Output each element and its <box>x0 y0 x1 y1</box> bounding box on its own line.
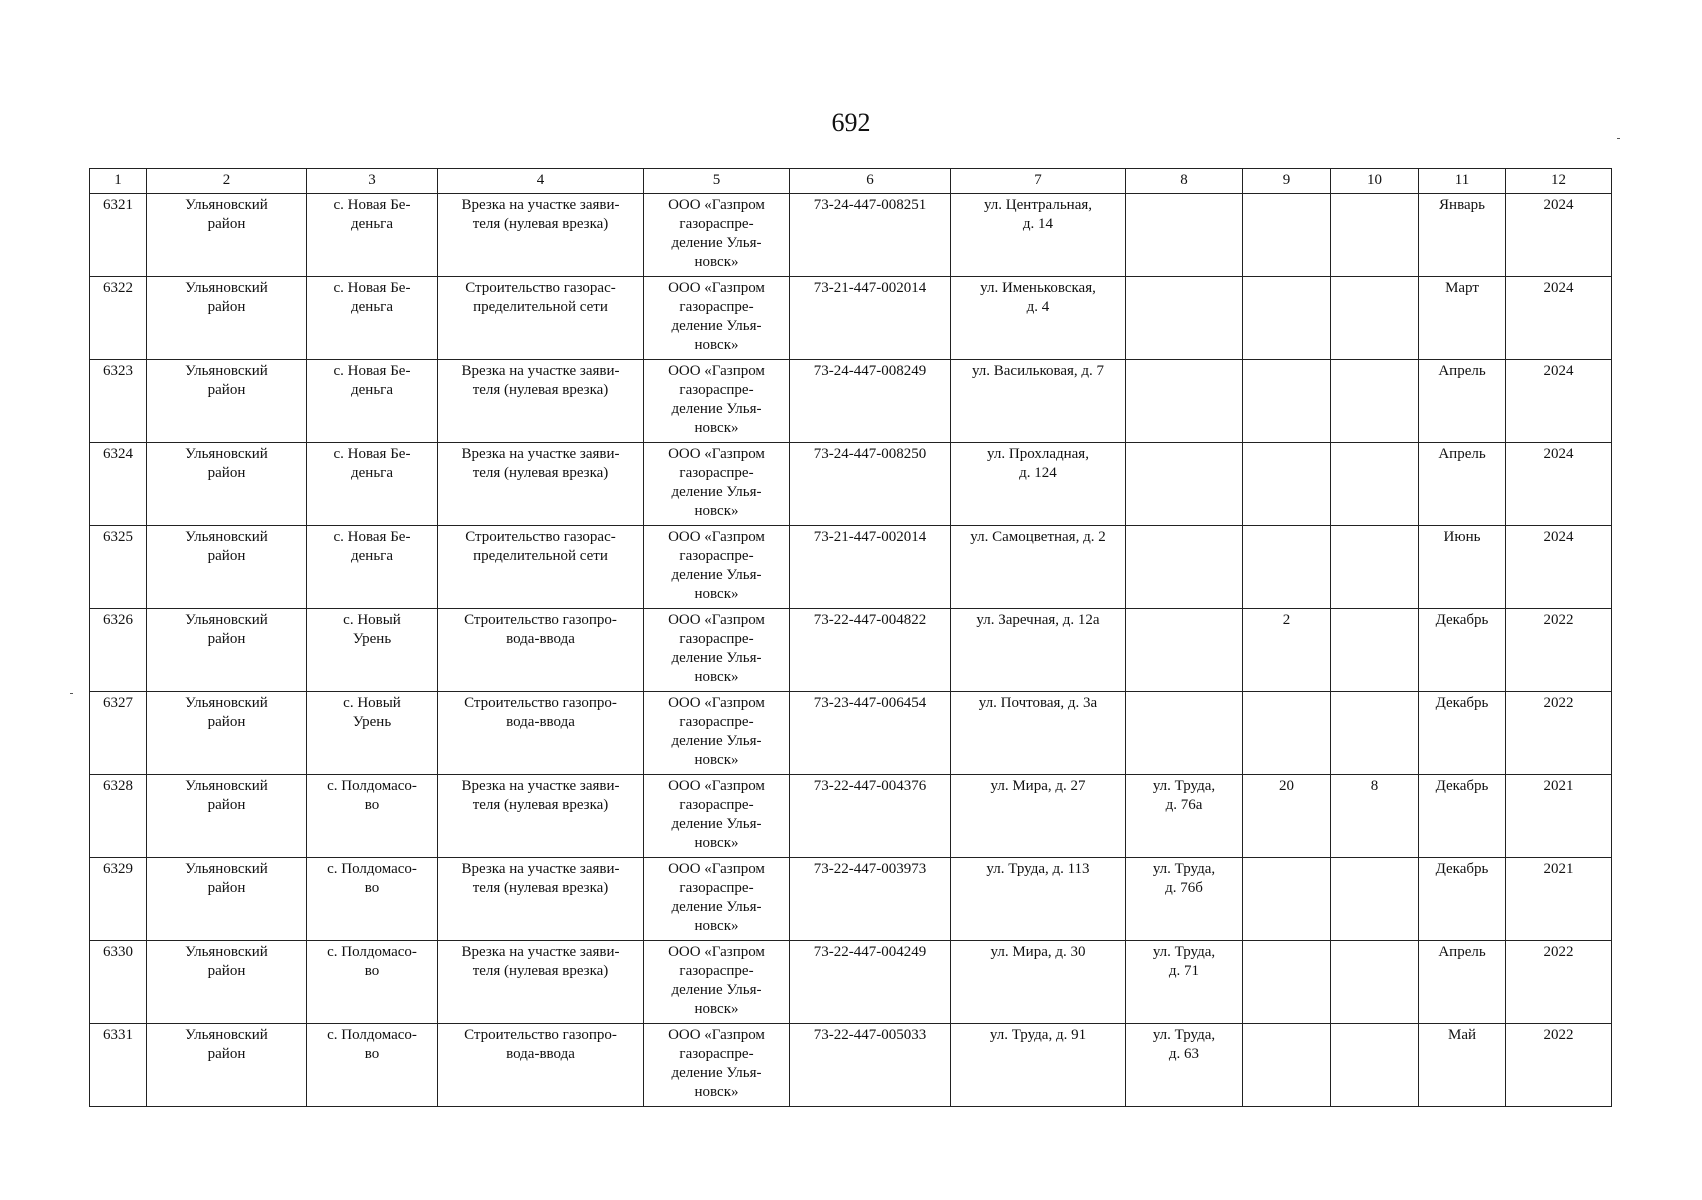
cell-district <box>147 194 307 277</box>
cell-object-code <box>790 692 951 775</box>
cell-text: Врезка на участке заяви- теля (нулевая врезка) <box>461 944 620 979</box>
cell-text: Врезка на участке заяви- теля (нулевая врезка) <box>461 197 620 232</box>
cell-text: ул. Труда, д. 63 <box>1152 1027 1216 1062</box>
cell-text: ООО «Газпром газораспре- деление Улья- новск» <box>668 446 765 519</box>
cell-text: ул. Самоцветная, д. 2 <box>970 529 1106 545</box>
cell-district <box>147 692 307 775</box>
cell-value-9 <box>1243 360 1331 443</box>
column-header: 6 <box>790 169 951 194</box>
cell-work-type <box>438 1024 644 1107</box>
cell-text: с. Новый Урень <box>343 612 401 647</box>
cell-organization <box>644 609 790 692</box>
cell-month <box>1419 360 1506 443</box>
cell-district <box>147 858 307 941</box>
cell-value-10 <box>1331 941 1419 1024</box>
cell-value-9 <box>1243 1024 1331 1107</box>
cell-text: Врезка на участке заяви- теля (нулевая врезка) <box>461 861 620 896</box>
cell-text: с. Полдомасо- во <box>327 1027 417 1062</box>
cell-text: ул. Труда, д. 91 <box>989 1027 1087 1043</box>
cell-text: с. Полдомасо- во <box>327 861 417 896</box>
cell-value-10 <box>1331 692 1419 775</box>
cell-address <box>951 858 1126 941</box>
cell-address <box>951 941 1126 1024</box>
cell-organization <box>644 194 790 277</box>
cell-text: 2 <box>1282 612 1291 628</box>
cell-text: ООО «Газпром газораспре- деление Улья- новск» <box>668 695 765 768</box>
header-row <box>90 169 1612 194</box>
cell-text: 2024 <box>1543 446 1574 462</box>
cell-row-number <box>90 941 147 1024</box>
cell-value-10 <box>1331 609 1419 692</box>
cell-month <box>1419 692 1506 775</box>
cell-year <box>1506 941 1612 1024</box>
cell-text: Март <box>1445 280 1479 296</box>
cell-alt-address <box>1126 941 1243 1024</box>
cell-address <box>951 526 1126 609</box>
cell-text: 73-21-447-002014 <box>813 529 927 545</box>
cell-settlement <box>307 1024 438 1107</box>
table-row <box>90 775 1612 858</box>
cell-text: ул. Мира, д. 27 <box>990 778 1086 794</box>
cell-object-code <box>790 194 951 277</box>
cell-text: 2024 <box>1543 197 1574 213</box>
cell-text: Ульяновский район <box>185 529 268 564</box>
cell-alt-address <box>1126 277 1243 360</box>
cell-text: ул. Труда, д. 113 <box>986 861 1090 877</box>
table-body <box>90 194 1612 1107</box>
cell-alt-address <box>1126 1024 1243 1107</box>
cell-text: 73-23-447-006454 <box>813 695 927 711</box>
cell-text: Январь <box>1439 197 1485 213</box>
cell-settlement <box>307 858 438 941</box>
cell-organization <box>644 692 790 775</box>
cell-organization <box>644 277 790 360</box>
cell-text: Декабрь <box>1435 612 1489 628</box>
table-row <box>90 609 1612 692</box>
data-table <box>89 168 1612 1107</box>
cell-text: 73-22-447-004376 <box>813 778 927 794</box>
column-header: 3 <box>307 169 438 194</box>
cell-text: ООО «Газпром газораспре- деление Улья- новск» <box>668 363 765 436</box>
cell-value-10 <box>1331 526 1419 609</box>
cell-row-number <box>90 360 147 443</box>
cell-year <box>1506 1024 1612 1107</box>
cell-district <box>147 443 307 526</box>
cell-text: 2024 <box>1543 280 1574 296</box>
cell-address <box>951 360 1126 443</box>
cell-organization <box>644 858 790 941</box>
cell-settlement <box>307 526 438 609</box>
cell-text: Строительство газопро- вода-ввода <box>464 1027 617 1062</box>
table-row <box>90 443 1612 526</box>
cell-text: Ульяновский район <box>185 778 268 813</box>
cell-text: ООО «Газпром газораспре- деление Улья- новск» <box>668 778 765 851</box>
cell-alt-address <box>1126 858 1243 941</box>
scan-speck <box>1617 138 1620 139</box>
cell-text: 73-22-447-004822 <box>813 612 927 628</box>
cell-row-number <box>90 858 147 941</box>
cell-text: Ульяновский район <box>185 612 268 647</box>
table-row <box>90 1024 1612 1107</box>
column-header: 1 <box>90 169 147 194</box>
cell-text: 6331 <box>103 1027 133 1043</box>
cell-alt-address <box>1126 692 1243 775</box>
cell-row-number <box>90 194 147 277</box>
cell-text: 20 <box>1279 778 1294 794</box>
cell-text: 73-24-447-008249 <box>813 363 927 379</box>
column-header: 12 <box>1506 169 1612 194</box>
cell-value-9 <box>1243 941 1331 1024</box>
cell-text: Апрель <box>1438 944 1486 960</box>
cell-year <box>1506 609 1612 692</box>
cell-row-number <box>90 277 147 360</box>
cell-text: Апрель <box>1438 446 1486 462</box>
cell-object-code <box>790 941 951 1024</box>
cell-text: 2022 <box>1543 695 1574 711</box>
cell-text: Ульяновский район <box>185 446 268 481</box>
cell-work-type <box>438 858 644 941</box>
cell-year <box>1506 443 1612 526</box>
cell-text: ул. Заречная, д. 12а <box>976 612 1100 628</box>
cell-settlement <box>307 941 438 1024</box>
cell-value-10 <box>1331 194 1419 277</box>
cell-text: с. Новая Бе- деньга <box>333 197 411 232</box>
cell-text: Ульяновский район <box>185 944 268 979</box>
cell-work-type <box>438 775 644 858</box>
cell-alt-address <box>1126 526 1243 609</box>
cell-text: Декабрь <box>1435 695 1489 711</box>
cell-text: 73-21-447-002014 <box>813 280 927 296</box>
cell-work-type <box>438 443 644 526</box>
cell-text: 2021 <box>1543 778 1574 794</box>
cell-organization <box>644 941 790 1024</box>
cell-work-type <box>438 609 644 692</box>
cell-value-9 <box>1243 775 1331 858</box>
cell-value-10 <box>1331 1024 1419 1107</box>
cell-settlement <box>307 443 438 526</box>
cell-text: Ульяновский район <box>185 280 268 315</box>
cell-text: Строительство газорас- пределительной сети <box>465 529 616 564</box>
cell-object-code <box>790 609 951 692</box>
cell-text: ООО «Газпром газораспре- деление Улья- новск» <box>668 280 765 353</box>
cell-month <box>1419 526 1506 609</box>
table-row <box>90 858 1612 941</box>
cell-text: с. Новая Бе- деньга <box>333 446 411 481</box>
cell-settlement <box>307 277 438 360</box>
cell-text: 6329 <box>103 861 133 877</box>
cell-month <box>1419 277 1506 360</box>
cell-text: 6322 <box>103 280 133 296</box>
cell-text: Строительство газопро- вода-ввода <box>464 612 617 647</box>
cell-address <box>951 1024 1126 1107</box>
cell-row-number <box>90 692 147 775</box>
cell-text: Ульяновский район <box>185 861 268 896</box>
cell-year <box>1506 692 1612 775</box>
cell-text: Врезка на участке заяви- теля (нулевая врезка) <box>461 363 620 398</box>
cell-text: 6328 <box>103 778 133 794</box>
cell-year <box>1506 858 1612 941</box>
cell-row-number <box>90 1024 147 1107</box>
cell-value-9 <box>1243 858 1331 941</box>
cell-value-9 <box>1243 194 1331 277</box>
cell-object-code <box>790 775 951 858</box>
table-row <box>90 941 1612 1024</box>
column-header: 7 <box>951 169 1126 194</box>
cell-text: 2022 <box>1543 612 1574 628</box>
cell-text: ООО «Газпром газораспре- деление Улья- новск» <box>668 861 765 934</box>
cell-settlement <box>307 360 438 443</box>
cell-text: ул. Почтовая, д. 3а <box>978 695 1098 711</box>
column-header: 9 <box>1243 169 1331 194</box>
cell-text: Декабрь <box>1435 778 1489 794</box>
cell-text: 6325 <box>103 529 133 545</box>
cell-settlement <box>307 775 438 858</box>
cell-settlement <box>307 194 438 277</box>
cell-organization <box>644 1024 790 1107</box>
cell-text: Ульяновский район <box>185 695 268 730</box>
cell-value-9 <box>1243 609 1331 692</box>
cell-text: 2022 <box>1543 944 1574 960</box>
table-row <box>90 692 1612 775</box>
cell-district <box>147 277 307 360</box>
column-header: 4 <box>438 169 644 194</box>
cell-value-10 <box>1331 443 1419 526</box>
cell-text: 6327 <box>103 695 133 711</box>
cell-district <box>147 1024 307 1107</box>
cell-object-code <box>790 360 951 443</box>
cell-text: Строительство газорас- пределительной сети <box>465 280 616 315</box>
cell-organization <box>644 526 790 609</box>
cell-organization <box>644 775 790 858</box>
cell-text: ул. Мира, д. 30 <box>990 944 1086 960</box>
cell-month <box>1419 775 1506 858</box>
column-header: 11 <box>1419 169 1506 194</box>
cell-organization <box>644 360 790 443</box>
cell-row-number <box>90 609 147 692</box>
cell-text: с. Новый Урень <box>343 695 401 730</box>
cell-value-9 <box>1243 443 1331 526</box>
cell-value-10 <box>1331 858 1419 941</box>
cell-year <box>1506 360 1612 443</box>
cell-text: с. Новая Бе- деньга <box>333 529 411 564</box>
cell-row-number <box>90 443 147 526</box>
cell-text: 6326 <box>103 612 133 628</box>
cell-object-code <box>790 526 951 609</box>
cell-alt-address <box>1126 443 1243 526</box>
cell-alt-address <box>1126 609 1243 692</box>
cell-object-code <box>790 443 951 526</box>
cell-text: ООО «Газпром газораспре- деление Улья- новск» <box>668 612 765 685</box>
cell-district <box>147 526 307 609</box>
cell-text: ООО «Газпром газораспре- деление Улья- новск» <box>668 529 765 602</box>
cell-text: ул. Труда, д. 76б <box>1152 861 1216 896</box>
cell-month <box>1419 609 1506 692</box>
cell-district <box>147 609 307 692</box>
cell-text: с. Новая Бе- деньга <box>333 363 411 398</box>
cell-alt-address <box>1126 360 1243 443</box>
cell-work-type <box>438 526 644 609</box>
cell-text: Апрель <box>1438 363 1486 379</box>
cell-address <box>951 692 1126 775</box>
cell-row-number <box>90 526 147 609</box>
cell-text: ул. Центральная, д. 14 <box>983 197 1093 232</box>
cell-work-type <box>438 941 644 1024</box>
cell-address <box>951 609 1126 692</box>
table-row <box>90 277 1612 360</box>
cell-text: Июнь <box>1443 529 1481 545</box>
table-row <box>90 526 1612 609</box>
table-row <box>90 360 1612 443</box>
cell-text: с. Полдомасо- во <box>327 778 417 813</box>
column-header: 10 <box>1331 169 1419 194</box>
cell-address <box>951 775 1126 858</box>
cell-district <box>147 775 307 858</box>
cell-work-type <box>438 277 644 360</box>
cell-text: ул. Труда, д. 76а <box>1152 778 1216 813</box>
cell-text: ООО «Газпром газораспре- деление Улья- новск» <box>668 1027 765 1100</box>
cell-year <box>1506 194 1612 277</box>
cell-value-10 <box>1331 775 1419 858</box>
cell-text: Ульяновский район <box>185 1027 268 1062</box>
cell-settlement <box>307 609 438 692</box>
cell-address <box>951 277 1126 360</box>
cell-value-9 <box>1243 692 1331 775</box>
cell-text: 6321 <box>103 197 133 213</box>
scan-speck <box>70 693 73 694</box>
cell-text: 73-24-447-008250 <box>813 446 927 462</box>
cell-text: Врезка на участке заяви- теля (нулевая врезка) <box>461 446 620 481</box>
cell-year <box>1506 526 1612 609</box>
cell-text: Врезка на участке заяви- теля (нулевая врезка) <box>461 778 620 813</box>
cell-address <box>951 194 1126 277</box>
cell-text: 2024 <box>1543 529 1574 545</box>
cell-text: 73-22-447-004249 <box>813 944 927 960</box>
cell-text: Май <box>1447 1027 1477 1043</box>
cell-alt-address <box>1126 775 1243 858</box>
cell-value-10 <box>1331 277 1419 360</box>
cell-work-type <box>438 692 644 775</box>
cell-object-code <box>790 277 951 360</box>
cell-object-code <box>790 858 951 941</box>
cell-text: 73-22-447-005033 <box>813 1027 927 1043</box>
cell-text: 6324 <box>103 446 133 462</box>
cell-text: ООО «Газпром газораспре- деление Улья- новск» <box>668 944 765 1017</box>
cell-value-10 <box>1331 360 1419 443</box>
cell-text: Ульяновский район <box>185 197 268 232</box>
cell-settlement <box>307 692 438 775</box>
cell-value-9 <box>1243 277 1331 360</box>
cell-text: 6323 <box>103 363 133 379</box>
table-row <box>90 194 1612 277</box>
cell-text: Ульяновский район <box>185 363 268 398</box>
cell-organization <box>644 443 790 526</box>
cell-month <box>1419 858 1506 941</box>
cell-month <box>1419 941 1506 1024</box>
cell-alt-address <box>1126 194 1243 277</box>
cell-address <box>951 443 1126 526</box>
cell-value-9 <box>1243 526 1331 609</box>
column-header: 8 <box>1126 169 1243 194</box>
cell-text: 2021 <box>1543 861 1574 877</box>
cell-month <box>1419 194 1506 277</box>
page-number: 692 <box>831 108 871 137</box>
cell-year <box>1506 277 1612 360</box>
cell-month <box>1419 443 1506 526</box>
cell-text: 2024 <box>1543 363 1574 379</box>
cell-text: Декабрь <box>1435 861 1489 877</box>
cell-text: Строительство газопро- вода-ввода <box>464 695 617 730</box>
cell-object-code <box>790 1024 951 1107</box>
cell-district <box>147 941 307 1024</box>
cell-text: ул. Прохладная, д. 124 <box>987 446 1089 481</box>
cell-work-type <box>438 194 644 277</box>
cell-work-type <box>438 360 644 443</box>
cell-text: ул. Труда, д. 71 <box>1152 944 1216 979</box>
cell-text: 6330 <box>103 944 133 960</box>
cell-text: 73-24-447-008251 <box>813 197 927 213</box>
cell-text: с. Новая Бе- деньга <box>333 280 411 315</box>
cell-text: 8 <box>1370 778 1379 794</box>
column-header: 2 <box>147 169 307 194</box>
column-header: 5 <box>644 169 790 194</box>
cell-row-number <box>90 775 147 858</box>
cell-month <box>1419 1024 1506 1107</box>
cell-text: ул. Именьковская, д. 4 <box>980 280 1096 315</box>
cell-text: 2022 <box>1543 1027 1574 1043</box>
cell-text: 73-22-447-003973 <box>813 861 927 877</box>
cell-text: с. Полдомасо- во <box>327 944 417 979</box>
cell-text: ООО «Газпром газораспре- деление Улья- новск» <box>668 197 765 270</box>
cell-year <box>1506 775 1612 858</box>
cell-district <box>147 360 307 443</box>
cell-text: ул. Васильковая, д. 7 <box>971 363 1105 379</box>
